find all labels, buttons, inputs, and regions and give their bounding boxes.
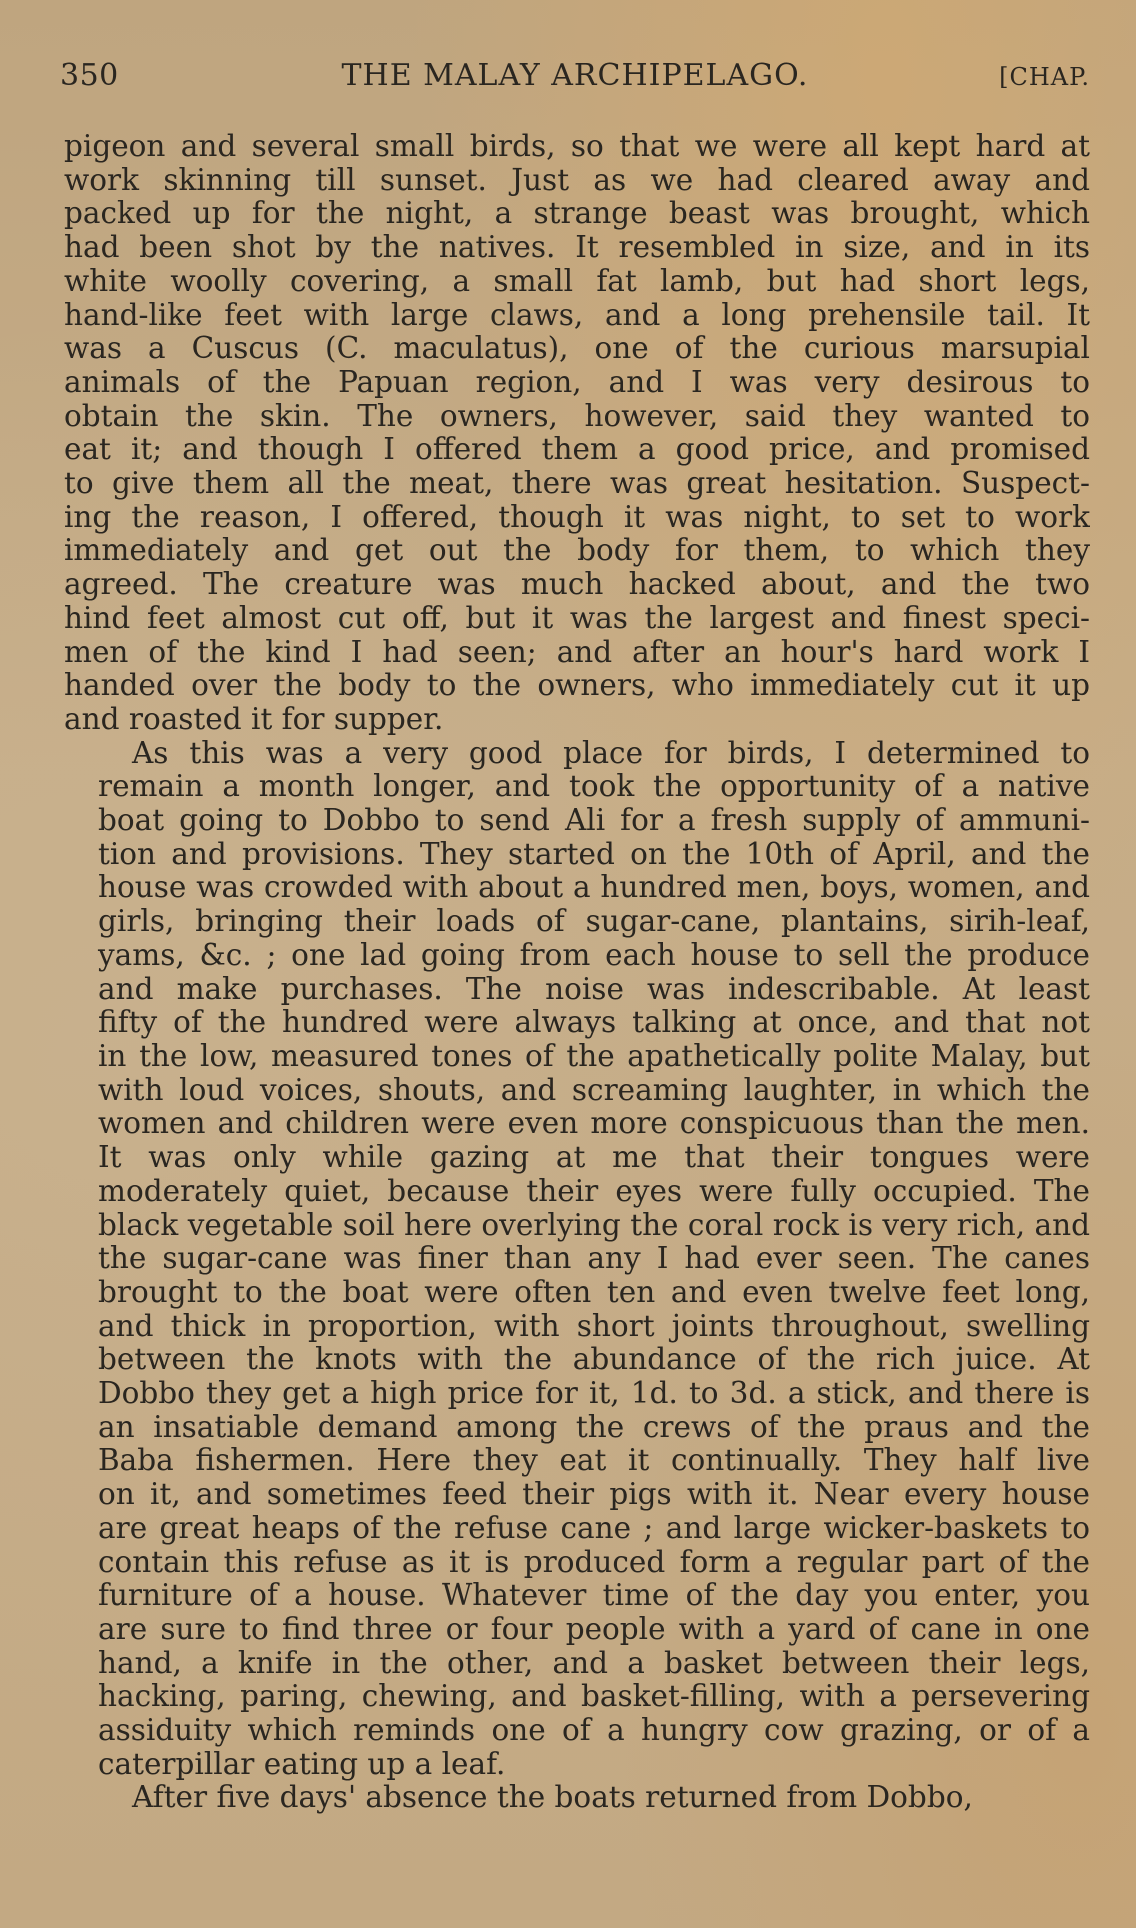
text-line: to give them all the meat, there was great hesitation. Suspect- <box>64 467 1090 501</box>
text-line: between the knots with the abundance of the rich juice. At <box>98 1343 1090 1377</box>
text-line: are great heaps of the refuse cane ; and large wicker-baskets to <box>98 1511 1090 1545</box>
text-line: was a Cuscus (C. maculatus), one of the curious marsupial <box>64 332 1090 366</box>
text-line: ing the reason, I offered, though it was night, to set to work <box>64 500 1090 534</box>
text-line: tion and provisions. They started on the 10th of April, and the <box>98 837 1090 871</box>
text-line: assiduity which reminds one of a hungry cow grazing, or of a <box>98 1714 1090 1748</box>
text-line: pigeon and several small birds, so that we were all kept hard at <box>64 130 1090 163</box>
text-line: had been shot by the natives. It resembled in size, and in its <box>64 231 1090 265</box>
paragraph <box>64 737 1090 1782</box>
text-line: moderately quiet, because their eyes were fully occupied. The <box>98 1174 1090 1208</box>
text-line: Baba fishermen. Here they eat it continually. They half live <box>98 1444 1090 1478</box>
text-line: caterpillar eating up a leaf. <box>98 1747 506 1781</box>
text-line: hacking, paring, chewing, and basket-filling, with a persevering <box>98 1680 1090 1714</box>
text-line: women and children were even more conspicuous than the men. <box>98 1107 1090 1141</box>
text-line: remain a month longer, and took the opportunity of a native <box>98 770 1090 804</box>
text-line: hind feet almost cut off, but it was the largest and finest speci- <box>64 601 1090 635</box>
text-line: fifty of the hundred were always talking at once, and that not <box>98 1006 1090 1040</box>
text-line: Dobbo they get a high price for it, 1d. to 3d. a stick, and there is <box>98 1377 1090 1411</box>
text-line: and roasted it for supper. <box>64 702 444 736</box>
text-line: boat going to Dobbo to send Ali for a fresh supply of ammuni- <box>98 804 1090 838</box>
text-line: contain this refuse as it is produced form a regular part of the <box>98 1545 1090 1579</box>
text-line: handed over the body to the owners, who immediately cut it up <box>64 669 1090 703</box>
paragraph <box>64 1781 1090 1815</box>
text-line: As this was a very good place for birds, I determined to <box>132 736 1090 770</box>
text-line: and make purchases. The noise was indescribable. At least <box>98 972 1090 1006</box>
text-line: eat it; and though I offered them a good price, and promised <box>64 433 1090 467</box>
paragraph <box>64 130 1090 737</box>
body-text <box>64 130 1090 1815</box>
text-line: animals of the Papuan region, and I was very desirous to <box>64 365 1090 399</box>
text-line: are sure to find three or four people with a yard of cane in one <box>98 1612 1090 1646</box>
text-line: obtain the skin. The owners, however, said they wanted to <box>64 399 1090 433</box>
text-line: black vegetable soil here overlying the coral rock is very rich, and <box>98 1208 1090 1242</box>
text-line: agreed. The creature was much hacked about, and the two <box>64 568 1090 602</box>
text-line: It was only while gazing at me that their tongues were <box>98 1141 1090 1175</box>
running-title: THE MALAY ARCHIPELAGO. <box>341 58 809 93</box>
text-line: packed up for the night, a strange beast was brought, which <box>64 197 1090 231</box>
page-number: 350 <box>60 58 119 93</box>
text-line: hand-like feet with large claws, and a long prehensile tail. It <box>64 298 1090 332</box>
text-line: on it, and sometimes feed their pigs with it. Near every house <box>98 1478 1090 1512</box>
text-line: brought to the boat were often ten and even twelve feet long, <box>98 1275 1090 1309</box>
text-line: the sugar-cane was finer than any I had ever seen. The canes <box>98 1242 1090 1276</box>
text-line: hand, a knife in the other, and a basket between their legs, <box>98 1646 1090 1680</box>
text-line: and thick in proportion, with short joints throughout, swelling <box>98 1309 1090 1343</box>
text-line: yams, &c. ; one lad going from each house to sell the produce <box>98 938 1090 972</box>
text-line: furniture of a house. Whatever time of the day you enter, you <box>98 1579 1090 1613</box>
chapter-marker: [CHAP. <box>999 63 1090 91</box>
text-line: After five days' absence the boats returned from Dobbo, <box>132 1781 973 1815</box>
text-line: girls, bringing their loads of sugar-cane, plantains, sirih-leaf, <box>98 905 1090 939</box>
text-line: immediately and get out the body for them, to which they <box>64 534 1090 568</box>
text-line: with loud voices, shouts, and screaming laughter, in which the <box>98 1073 1090 1107</box>
text-line: an insatiable demand among the crews of the praus and the <box>98 1410 1090 1444</box>
running-header <box>60 58 1090 98</box>
text-line: in the low, measured tones of the apathetically polite Malay, but <box>98 1039 1090 1073</box>
text-line: men of the kind I had seen; and after an hour's hard work I <box>64 635 1090 669</box>
text-line: house was crowded with about a hundred men, boys, women, and <box>98 871 1090 905</box>
text-line: work skinning till sunset. Just as we had cleared away and <box>64 163 1090 197</box>
text-line: white woolly covering, a small fat lamb, but had short legs, <box>64 264 1090 298</box>
